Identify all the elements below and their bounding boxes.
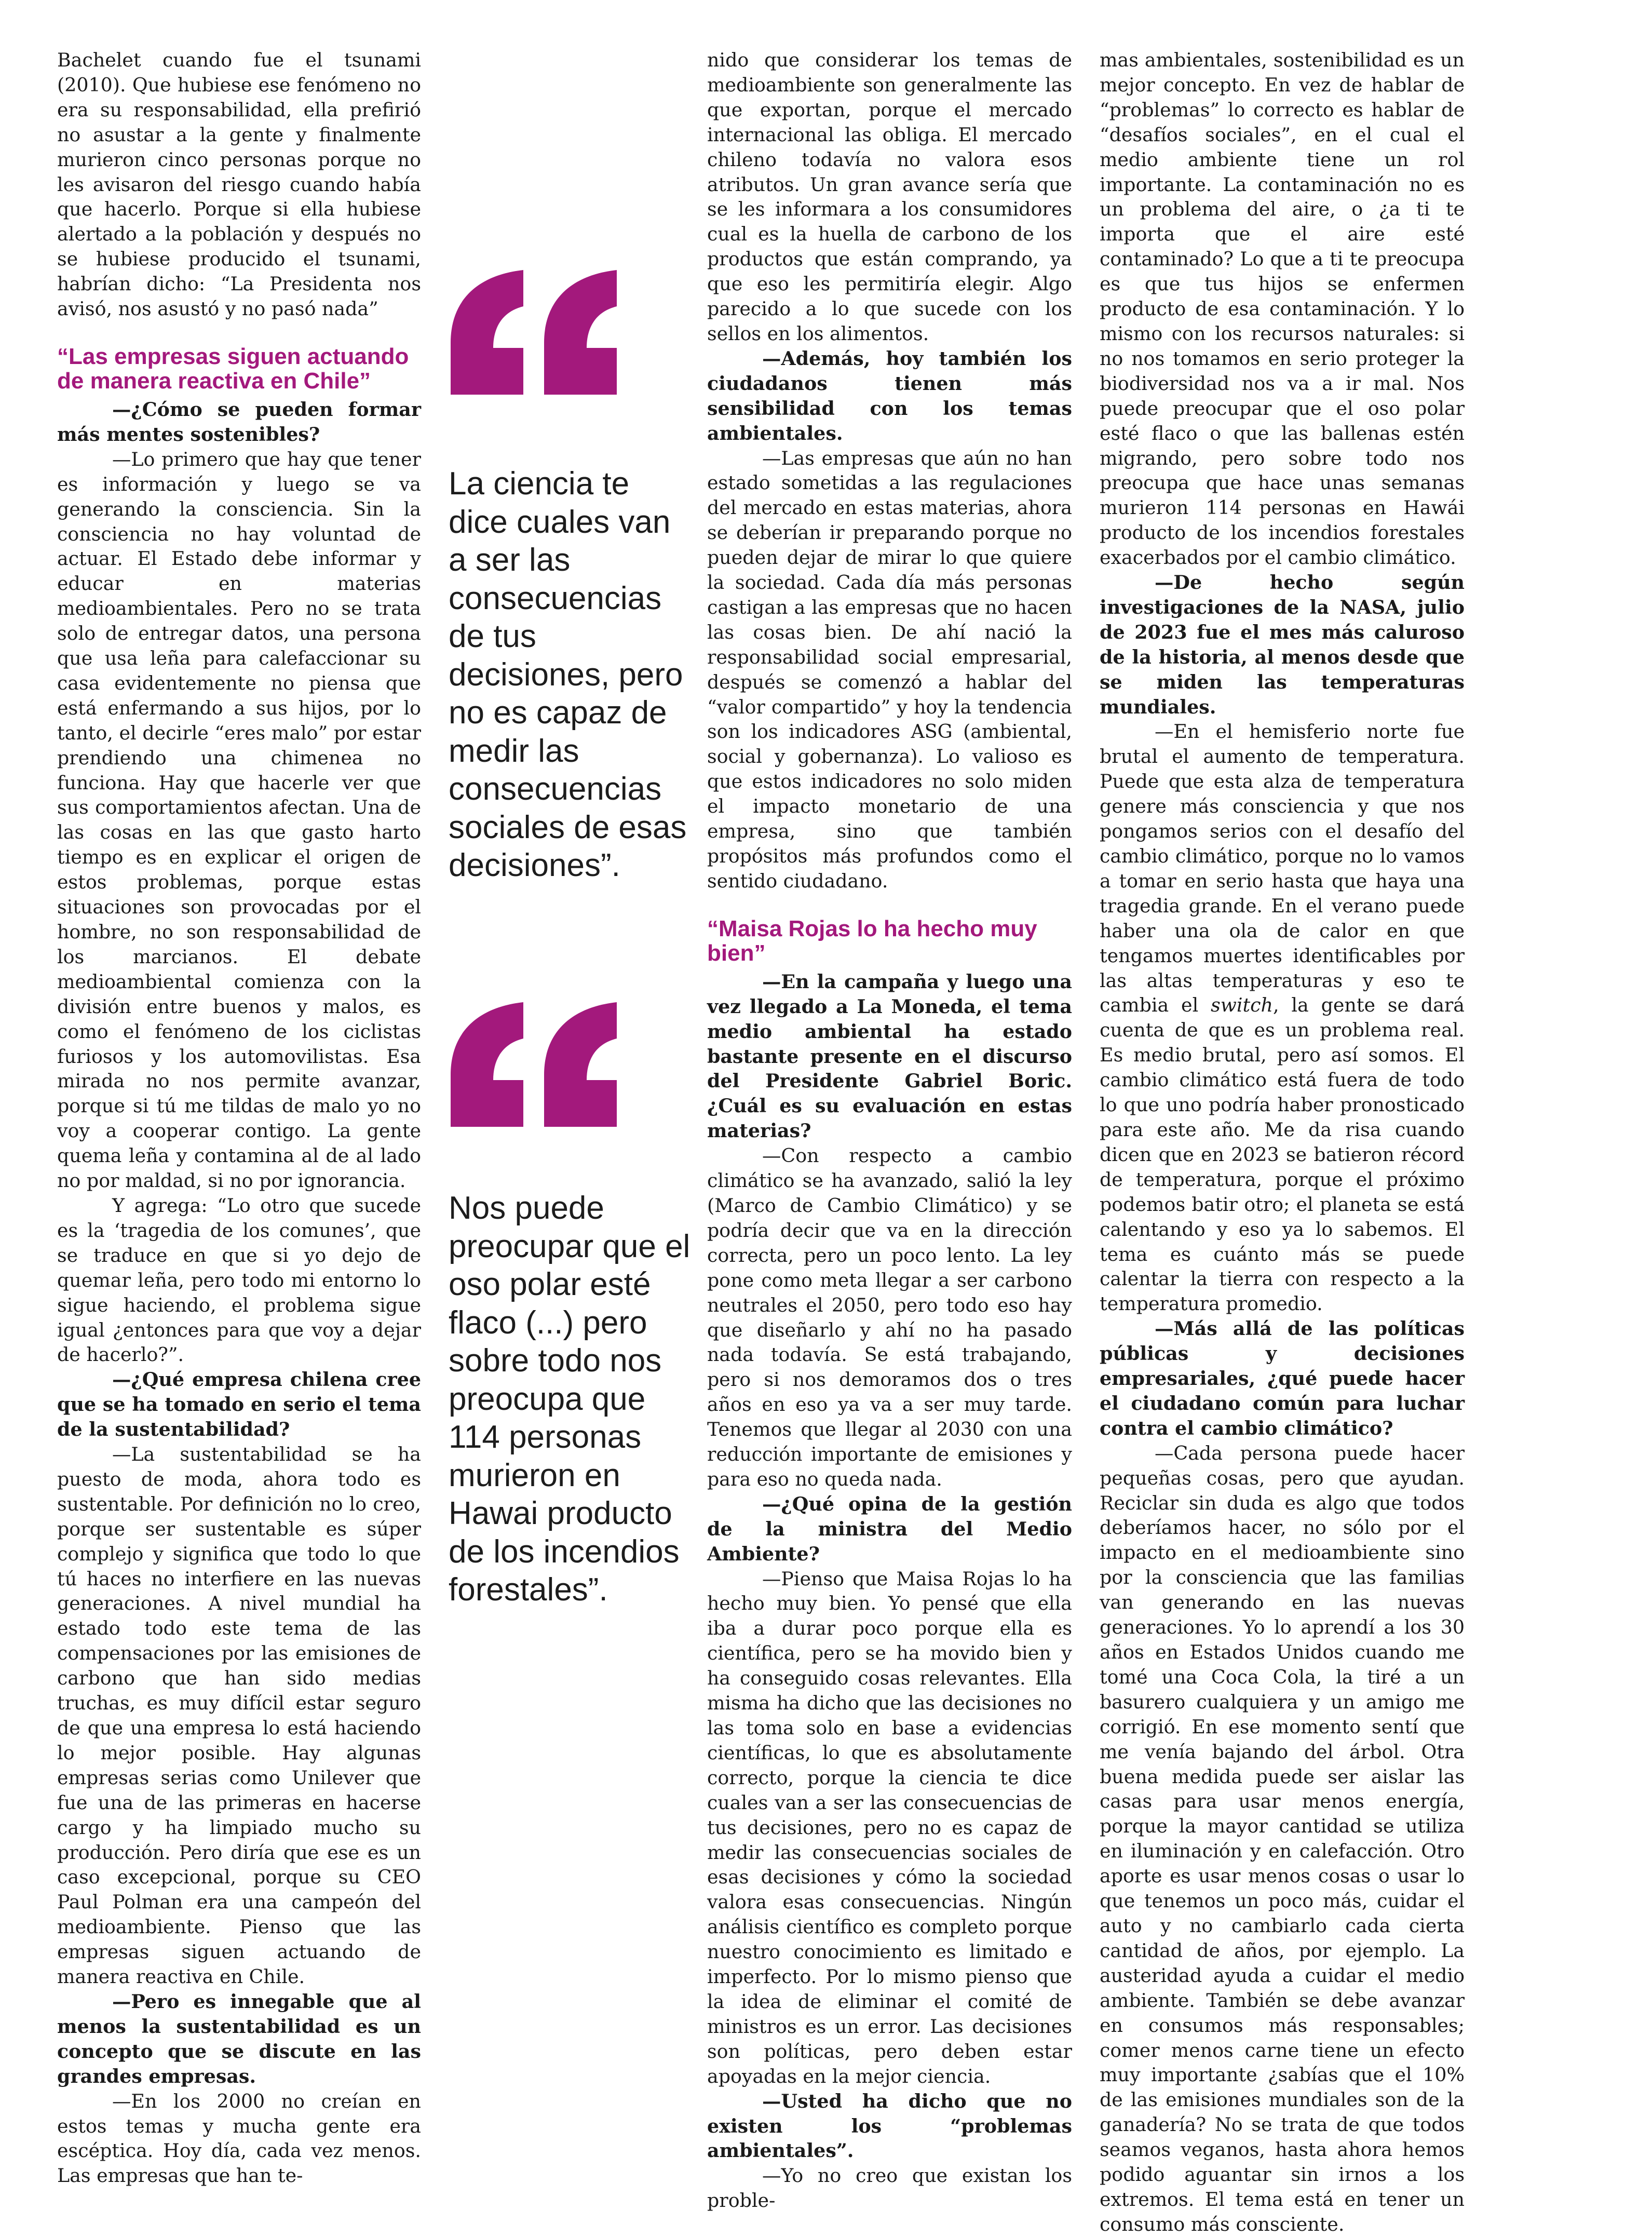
section-subheading: “Maisa Rojas lo ha hecho muy bien” (707, 915, 1037, 966)
interview-answer: —Lo primero que hay que tener es información y luego se va generando la consciencia. Sin la consciencia no hay voluntad de actuar. El Estado debe informar y educar en materias medioambientales. Pero no se trata solo de entregar datos, una persona que usa leña para calefaccionar su casa evidentemente no piensa que está enfermando a sus hijos, por lo tanto, el decirle “eres malo” por estar prendiendo una chimenea no funciona. Hay que hacerle ver que sus comportamientos afectan. Una de las cosas en las que gasto harto tiempo es en explicar el origen de estos problemas, porque estas situaciones son provocadas por el hombre, no son responsabilidad de los marcianos. El debate medioambiental comienza con la división entre buenos y malos, es como el fenómeno de los ciclistas furiosos y los automovilistas. Esa mirada no nos permite avanzar, porque si tú me tildas de malo yo no voy a cooperar contigo. La gente quema leña y contamina al de al lado no por maldad, si no por ignorancia. (57, 448, 421, 1192)
interview-question: —En la campaña y luego una vez llegado a La Moneda, el tema medio ambiental ha estado bastante presente en el discurso del Presidente Gabriel Boric. ¿Cuál es su evaluación en estas materias? (707, 970, 1072, 1142)
interview-answer: —La sustentabilidad se ha puesto de moda, ahora todo es sustentable. Por definición no lo creo, porque ser sustentable es súper complejo y significa que todo lo que tú haces no interfiere en las nuevas generaciones. A nivel mundial ha estado todo este tema de las compensaciones por las emisiones de carbono que han sido medias truchas, es muy difícil estar seguro de que una empresa lo está haciendo lo mejor posible. Hay algunas empresas serias como Unilever que fue una de las primeras en hacerse cargo y ha limpiado mucho su producción. Pero diría que ese es un caso excepcional, porque su CEO Paul Polman era una campeón del medioambiente. Pienso que las empresas siguen actuando de manera reactiva en Chile. (57, 1443, 421, 1988)
italic-term: switch (1211, 994, 1273, 1017)
article-column-2 (707, 48, 1072, 2213)
interview-question: —¿Qué opina de la gestión de la ministra del Medio Ambiente? (707, 1492, 1072, 1565)
interview-answer: —Pienso que Maisa Rojas lo ha hecho muy bien. Yo pensé que ella iba a durar poco porque ella es científica, pero se ha movido bien y ha conseguido cosas relevantes. Ella misma ha dicho que las decisiones no las toma solo en base a evidencias científicas, lo que es absolutamente correcto, porque la ciencia te dice cuales van a ser las consecuencias de tus decisiones, pero no es capaz de medir las consecuencias sociales de esas decisiones y cómo la sociedad valora esas consecuencias. Ningún análisis científico es completo porque nuestro conocimiento es limitado e imperfecto. Por lo mismo pienso que la idea de eliminar el comité de ministros es un error. Las decisiones son políticas, pero deben estar apoyadas en la mejor ciencia. (707, 1567, 1072, 2087)
paragraph: Y agrega: “Lo otro que sucede es la ‘tragedia de los comunes’, que se traduce en que si yo dejo de quemar leña, pero todo mi entorno lo sigue haciendo, el problema sigue igual ¿entonces para que voy a dejar de hacerlo?”. (57, 1194, 421, 1366)
paragraph: nido que considerar los temas de medioambiente son generalmente las que exportan, porque el mercado internacional las obliga. El mercado chileno todavía no valora esos atributos. Un gran avance sería que se les informara a los consumidores cual es la huella de carbono de los productos que están comprando, ya que eso les permitiría elegir. Algo parecido a lo que sucede con los sellos en los alimentos. (707, 49, 1072, 345)
interview-answer: —Cada persona puede hacer pequeñas cosas, pero que ayudan. Reciclar sin duda es algo que todos deberíamos hacer, no sólo por el impacto en el medioambiente sino por la consciencia que las familias van generando en las nuevas generaciones. Yo lo aprendí a los 30 años en Estados Unidos cuando me tomé una Coca Cola, la tiré a un basurero cualquiera y un amigo me corrigió. En ese momento sentí que me venía bajando del árbol. Otra buena medida puede ser aislar las casas para usar menos energía, porque la mayor cantidad se utiliza en iluminación y en calefacción. Otro aporte es usar menos cosas o usar lo que tenemos un poco más, cuidar el auto y no cambiarlo cada cierta cantidad de años, por ejemplo. La austeridad ayuda a cuidar el medio ambiente. También se debe avanzar en consumos más responsables; comer menos carne tiene un efecto muy importante ¿sabías que el 10% de las emisiones mundiales son de la ganadería? No se trata de que todos seamos veganos, hasta ahora hemos podido aguantar sin irnos a los extremos. El tema está en tener un consumo más consciente. (1100, 1441, 1465, 2235)
pull-quote: Nos puede preocupar que el oso polar esté flaco (...) pero sobre todo nos preocupa que 114 personas murieron en Hawai producto de los incendios forestales”. (449, 1190, 690, 1608)
interview-question: —De hecho según investigaciones de la NASA, julio de 2023 fue el mes más caluroso de la historia, al menos desde que se miden las temperaturas mundiales. (1100, 571, 1465, 718)
pull-quote: La ciencia te dice cuales van a ser las consecuencias de tus decisiones, pero no es capaz de medir las consecuencias sociales de esas decisiones”. (449, 466, 687, 883)
interview-question: —Además, hoy también los ciudadanos tienen más sensibilidad con los temas ambientales. (707, 347, 1072, 444)
interview-question: —¿Cómo se pueden formar más mentes sostenibles? (57, 398, 421, 446)
interview-question: —¿Qué empresa chilena cree que se ha tomado en serio el tema de la sustentabilidad? (57, 1368, 421, 1441)
paragraph: Bachelet cuando fue el tsunami (2010). Que hubiese ese fenómeno no era su responsabilidad, ella prefirió no asustar a la gente y finalmente murieron cinco personas porque no les avisaron del riesgo cuando había que hacerlo. Porque si ella hubiese alertado a la población y después no se hubiese producido el tsunami, habrían dicho: “La Presidenta nos avisó, nos asustó y no pasó nada” (57, 49, 421, 320)
opening-quote-icon (445, 270, 622, 400)
interview-question: —Más allá de las políticas públicas y decisiones empresariales, ¿qué puede hacer el ciudadano común para luchar contra el cambio climático? (1100, 1317, 1465, 1439)
interview-answer: —En los 2000 no creían en estos temas y mucha gente era escéptica. Hoy día, cada vez menos. Las empresas que han te- (57, 2090, 421, 2187)
section-subheading: “Las empresas siguen actuando de manera reactiva en Chile” (57, 343, 409, 394)
interview-answer: —Las empresas que aún no han estado sometidas a las regulaciones del mercado en estas materias, ahora se deberían ir preparando porque no pueden dejar de mirar lo que quiere la sociedad. Cada día más personas castigan a las empresas que no hacen las cosas bien. De ahí nació la responsabilidad social empresarial, después se comenzó a hablar del “valor compartido” y hoy la tendencia son los indicadores ASG (ambiental, social y gobernanza). Lo valioso es que estos indicadores no solo miden el impacto monetario de una empresa, sino que también propósitos más profundos como el sentido ciudadano. (707, 447, 1072, 892)
answer-text: —En el hemisferio norte fue brutal el aumento de temperatura. Puede que esta alza de temperatura genere más consciencia y que nos pongamos serios con el desafío del cambio climático, porque no lo vamos a tomar en serio hasta que haya una tragedia grande. En el verano puede haber una ola de calor en que tengamos muertes identificables por las altas temperaturas y eso te cambia el (1100, 720, 1465, 1017)
interview-answer: —Con respecto a cambio climático se ha avanzado, salió la ley (Marco de Cambio Climático) y se podría decir que va en la dirección correcta, pero un poco lento. La ley pone como meta llegar a ser carbono neutrales el 2050, pero todo eso hay que diseñarlo y ahí no ha pasado nada todavía. Se está trabajando, pero si nos demoramos dos o tres años en eso ya va a ser muy tarde. Tenemos que llegar al 2030 con una reducción importante de emisiones y para eso no queda nada. (707, 1144, 1072, 1490)
interview-answer: —Yo no creo que existan los proble- (707, 2164, 1072, 2212)
article-column-3 (1100, 48, 1465, 2237)
interview-answer (1100, 719, 1465, 1316)
interview-question: —Usted ha dicho que no existen los “problemas ambientales”. (707, 2090, 1072, 2162)
opening-quote-icon (445, 1002, 622, 1132)
interview-question: —Pero es innegable que al menos la sustentabilidad es un concepto que se discute en las grandes empresas. (57, 1990, 421, 2087)
article-column-1 (57, 48, 421, 2188)
answer-text: , la gente se dará cuenta de que es un problema real. Es medio brutal, pero así somos. El cambio climático está fuera de todo lo que uno podría haber pronosticado para este año. Me da risa cuando dicen que en 2023 se batieron récord de temperatura, porque el próximo podemos batir otro; el planeta se está calentando y eso ya lo sabemos. El tema es cuánto más se puede calentar la tierra con respecto a la temperatura promedio. (1100, 994, 1465, 1315)
paragraph: mas ambientales, sostenibilidad es un mejor concepto. En vez de hablar de “problemas” lo correcto es hablar de “desafíos sociales”, en el cual el medio ambiente tiene un rol importante. La contaminación no es un problema del aire, o ¿a ti te importa que el aire esté contaminado? Lo que a ti te preocupa es que tus hijos se enfermen producto de esa contaminación. Y lo mismo con los recursos naturales: si no nos tomamos en serio proteger la biodiversidad nos va a ir mal. Nos puede preocupar que el oso polar esté flaco o que las ballenas estén migrando, pero sobre todo nos preocupa que hace unas semanas murieron 114 personas en Hawái producto de los incendios forestales exacerbados por el cambio climático. (1100, 49, 1465, 569)
